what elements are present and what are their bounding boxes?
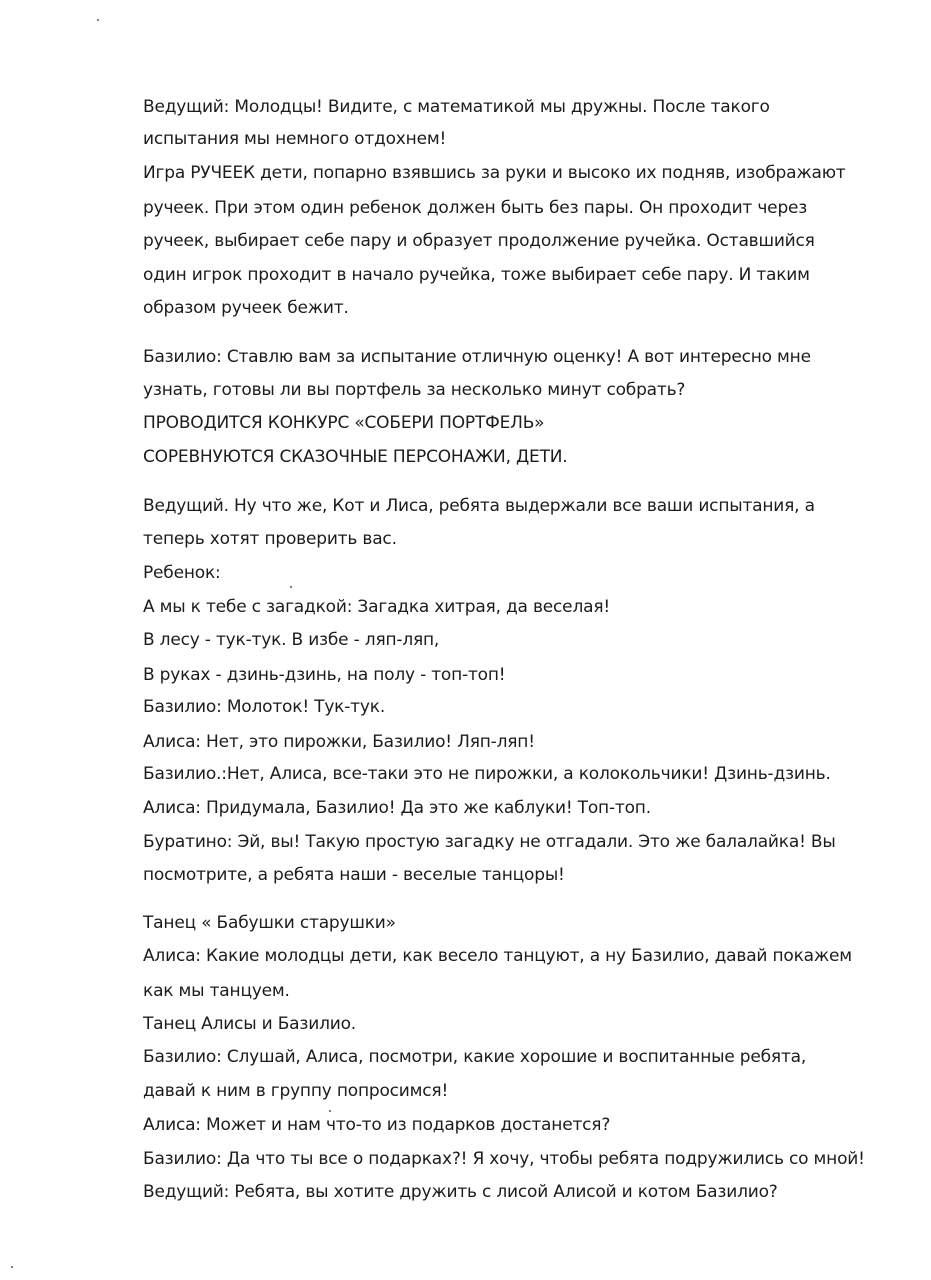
text-line: Игра РУЧЕЕК дети, попарно взявшись за руки и высоко их подняв, изображают xyxy=(143,163,846,183)
text-line: Ведущий. Ну что же, Кот и Лиса, ребята выдержали все ваши испытания, а xyxy=(143,496,815,516)
text-line: Базилио: Да что ты все о подарках?! Я хочу, чтобы ребята подружились со мной! xyxy=(143,1149,865,1169)
text-line: Ведущий: Ребята, вы хотите дружить с лисой Алисой и котом Базилио? xyxy=(143,1182,778,1202)
text-line: посмотрите, а ребята наши - веселые танцоры! xyxy=(143,865,565,885)
scan-speck xyxy=(329,1110,331,1112)
text-line: ручеек, выбирает себе пару и образует продолжение ручейка. Оставшийся xyxy=(143,231,815,251)
text-line: Базилио: Слушай, Алиса, посмотри, какие хорошие и воспитанные ребята, xyxy=(143,1047,807,1067)
text-line: давай к ним в группу попросимся! xyxy=(143,1081,449,1101)
text-line: В руках - дзинь-дзинь, на полу - топ-топ! xyxy=(143,665,506,685)
text-line: один игрок проходит в начало ручейка, тоже выбирает себе пару. И таким xyxy=(143,265,810,285)
text-line: ПРОВОДИТСЯ КОНКУРС «СОБЕРИ ПОРТФЕЛЬ» xyxy=(143,413,545,433)
text-line: Алиса: Какие молодцы дети, как весело танцуют, а ну Базилио, давай покажем xyxy=(143,946,852,966)
text-line: А мы к тебе с загадкой: Загадка хитрая, да веселая! xyxy=(143,597,610,617)
text-line: Ведущий: Молодцы! Видите, с математикой мы дружны. После такого xyxy=(143,97,770,117)
text-line: Алиса: Может и нам что-то из подарков достанется? xyxy=(143,1115,611,1135)
text-line: образом ручеек бежит. xyxy=(143,298,349,318)
text-line: Алиса: Нет, это пирожки, Базилио! Ляп-ляп! xyxy=(143,732,535,752)
text-line: Танец « Бабушки старушки» xyxy=(143,913,396,933)
text-line: Базилио: Молоток! Тук-тук. xyxy=(143,697,386,717)
text-line: Базилио: Ставлю вам за испытание отличную оценку! А вот интересно мне xyxy=(143,347,811,367)
text-line: В лесу - тук-тук. В избе - ляп-ляп, xyxy=(143,630,440,650)
text-line: испытания мы немного отдохнем! xyxy=(143,129,447,149)
scan-speck xyxy=(290,586,292,588)
text-line: Буратино: Эй, вы! Такую простую загадку не отгадали. Это же балалайка! Вы xyxy=(143,832,836,852)
text-line: Базилио.:Нет, Алиса, все-таки это не пирожки, а колокольчики! Дзинь-дзинь. xyxy=(143,764,831,784)
scan-speck xyxy=(97,19,99,21)
text-line: Ребенок: xyxy=(143,563,221,583)
text-line: узнать, готовы ли вы портфель за несколько минут собрать? xyxy=(143,380,686,400)
text-line: ручеек. При этом один ребенок должен быть без пары. Он проходит через xyxy=(143,198,808,218)
scan-speck xyxy=(11,1266,13,1268)
text-line: теперь хотят проверить вас. xyxy=(143,529,397,549)
text-line: как мы танцуем. xyxy=(143,981,290,1001)
text-line: СОРЕВНУЮТСЯ СКАЗОЧНЫЕ ПЕРСОНАЖИ, ДЕТИ. xyxy=(143,447,568,467)
text-line: Алиса: Придумала, Базилио! Да это же каблуки! Топ-топ. xyxy=(143,798,651,818)
text-line: Танец Алисы и Базилио. xyxy=(143,1014,357,1034)
